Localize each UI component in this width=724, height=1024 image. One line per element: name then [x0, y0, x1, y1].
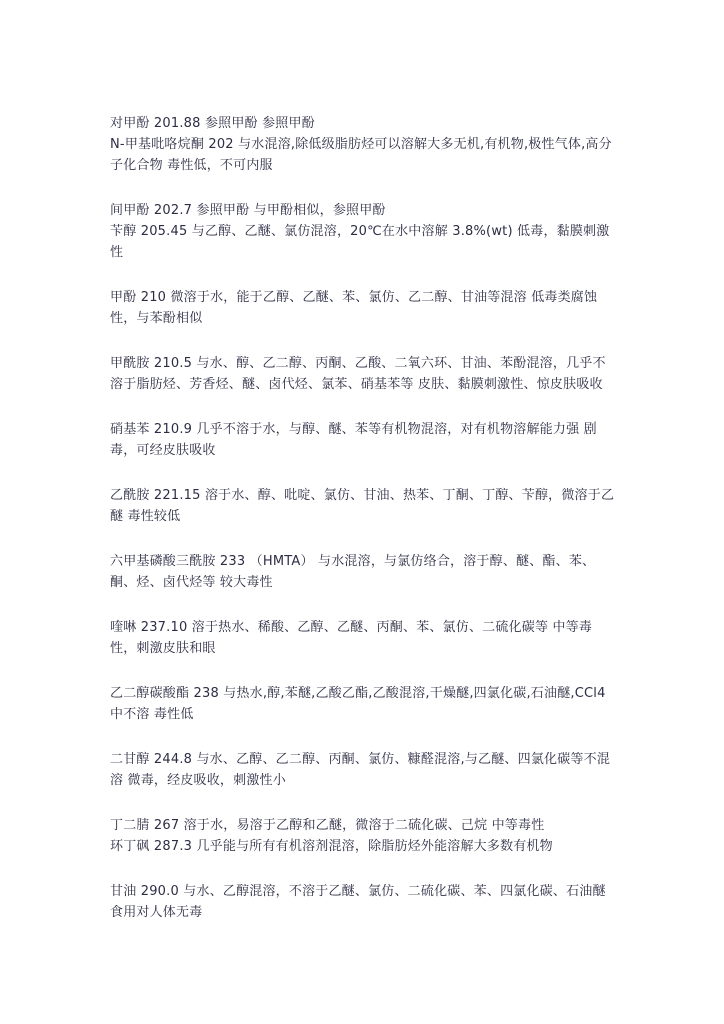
text-line: 甲酚 210 微溶于水，能于乙醇、乙醚、苯、氯仿、乙二醇、甘油等混溶 低毒类腐蚀性，与苯酚相似 [110, 290, 598, 326]
paragraph [110, 749, 618, 791]
paragraph [110, 287, 618, 329]
paragraph [110, 815, 618, 857]
paragraph [110, 617, 618, 659]
text-line: 乙二醇碳酸酯 238 与热水,醇,苯醚,乙酸乙酯,乙酸混溶,干燥醚,四氯化碳,石油醚,CCl4中不溶 毒性低 [110, 686, 606, 722]
text-line: 间甲酚 202.7 参照甲酚 与甲酚相似，参照甲酚 [110, 203, 386, 218]
text-line: 乙酰胺 221.15 溶于水、醇、吡啶、氯仿、甘油、热苯、丁酮、丁醇、苄醇，微溶于乙醚 毒性较低 [110, 488, 615, 524]
paragraph [110, 419, 618, 461]
text-line: 丁二腈 267 溶于水，易溶于乙醇和乙醚，微溶于二硫化碳、己烷 中等毒性 [110, 818, 545, 833]
paragraph [110, 200, 618, 263]
text-line: 甲酰胺 210.5 与水、醇、乙二醇、丙酮、乙酸、二氧六环、甘油、苯酚混溶，几乎不溶于脂肪烃、芳香烃、醚、卤代烃、氯苯、硝基苯等 皮肤、黏膜刺激性、惊皮肤吸收 [110, 356, 606, 392]
text-line: 苄醇 205.45 与乙醇、乙醚、氯仿混溶，20℃在水中溶解 3.8%(wt) 低毒，黏膜刺激性 [110, 224, 610, 260]
text-line: 环丁砜 287.3 几乎能与所有有机溶剂混溶，除脂肪烃外能溶解大多数有机物 [110, 839, 553, 854]
text-line: 二甘醇 244.8 与水、乙醇、乙二醇、丙酮、氯仿、糠醛混溶,与乙醚、四氯化碳等不混溶 微毒，经皮吸收，刺激性小 [110, 752, 611, 788]
paragraph [110, 683, 618, 725]
text-line: 硝基苯 210.9 几乎不溶于水，与醇、醚、苯等有机物混溶，对有机物溶解能力强 剧毒，可经皮肤吸收 [110, 422, 597, 458]
text-line: 喹啉 237.10 溶于热水、稀酸、乙醇、乙醚、丙酮、苯、氯仿、二硫化碳等 中等毒性，刺激皮肤和眼 [110, 620, 593, 656]
paragraph [110, 113, 618, 176]
paragraph [110, 881, 618, 923]
text-line: 对甲酚 201.88 参照甲酚 参照甲酚 [110, 116, 315, 131]
text-line: 六甲基磷酸三酰胺 233 （HMTA） 与水混溶，与氯仿络合，溶于醇、醚、酯、苯、酮、烃、卤代烃等 较大毒性 [110, 554, 596, 590]
paragraph [110, 353, 618, 395]
paragraph [110, 485, 618, 527]
document-body [110, 113, 618, 947]
text-line: 甘油 290.0 与水、乙醇混溶，不溶于乙醚、氯仿、二硫化碳、苯、四氯化碳、石油醚 食用对人体无毒 [110, 884, 606, 920]
text-line: N-甲基吡咯烷酮 202 与水混溶,除低级脂肪烃可以溶解大多无机,有机物,极性气体,高分子化合物 毒性低，不可内服 [110, 137, 612, 173]
paragraph [110, 551, 618, 593]
